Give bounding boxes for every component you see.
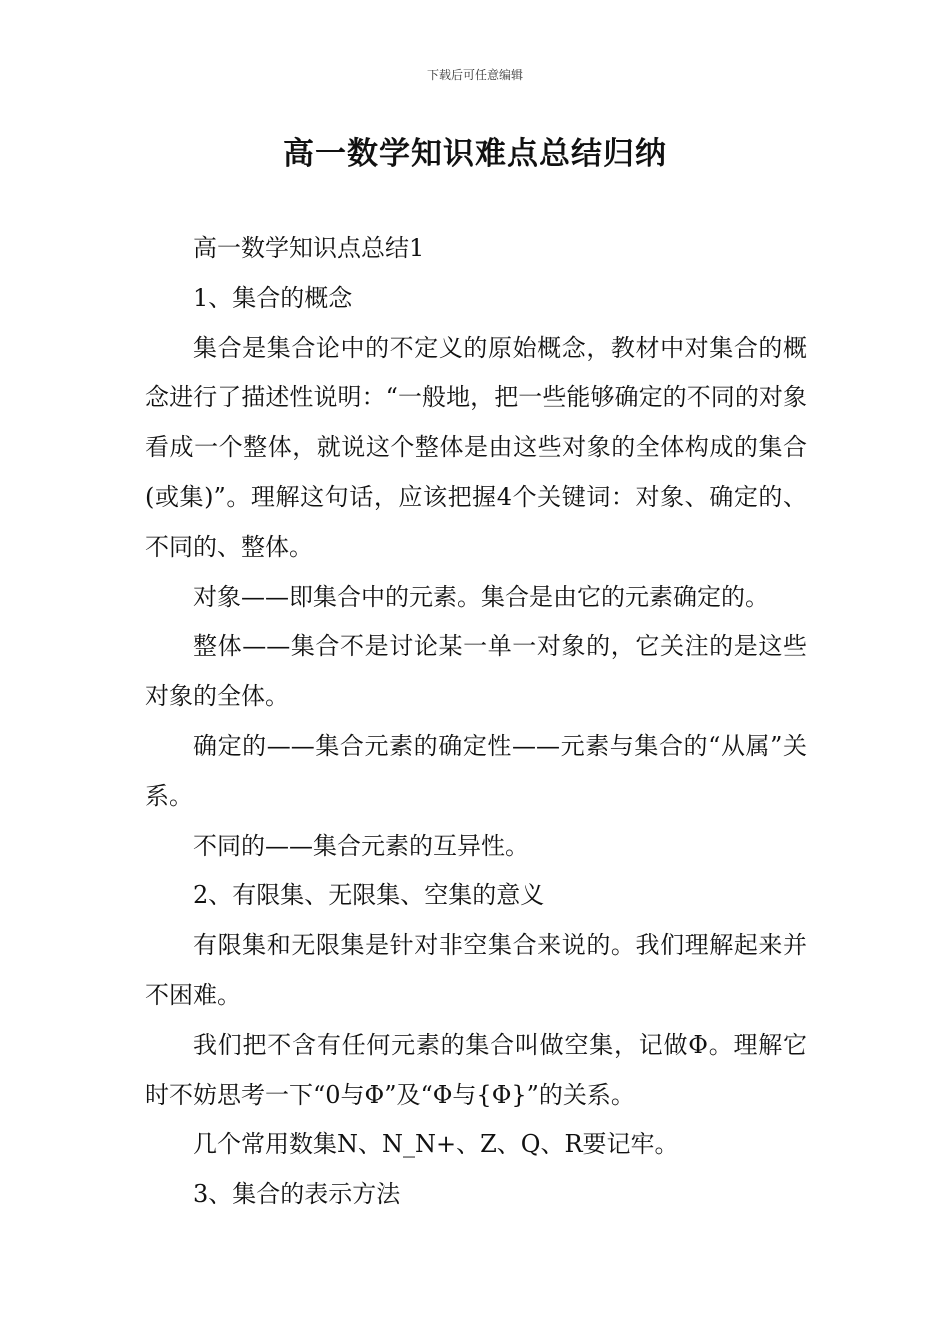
document-body	[145, 224, 807, 1220]
paragraph: 我们把不含有任何元素的集合叫做空集，记做Φ。理解它时不妨思考一下“0与Φ”及“Φ与{Φ}”的关系。	[145, 1030, 807, 1109]
subsection-heading: 1、集合的概念	[193, 283, 353, 312]
paragraph: 整体——集合不是讨论某一单一对象的，它关注的是这些对象的全体。	[145, 632, 807, 711]
paragraph: 有限集和无限集是针对非空集合来说的。我们理解起来并不困难。	[145, 931, 807, 1009]
header-note: 下载后可任意编辑	[426, 68, 523, 82]
document-title: 高一数学知识难点总结归纳	[283, 136, 667, 172]
paragraph: 确定的——集合元素的确定性——元素与集合的“从属”关系。	[145, 731, 807, 810]
paragraph: 几个常用数集N、N_N+、Z、Q、R要记牢。	[193, 1130, 679, 1159]
paragraph: 不同的——集合元素的互异性。	[193, 831, 529, 860]
subsection-heading: 2、有限集、无限集、空集的意义	[193, 881, 545, 910]
subsection-heading: 3、集合的表示方法	[193, 1180, 401, 1209]
paragraph: 对象——即集合中的元素。集合是由它的元素确定的。	[193, 582, 769, 611]
section-heading: 高一数学知识点总结1	[193, 234, 425, 262]
paragraph: 集合是集合论中的不定义的原始概念，教材中对集合的概念进行了描述性说明：“一般地，把一些能够确定的不同的对象看成一个整体，就说这个整体是由这些对象的全体构成的集合(或集)”。理解这句话，应该把握4个关键词：对象、确定的、不同的、整体。	[145, 333, 807, 561]
